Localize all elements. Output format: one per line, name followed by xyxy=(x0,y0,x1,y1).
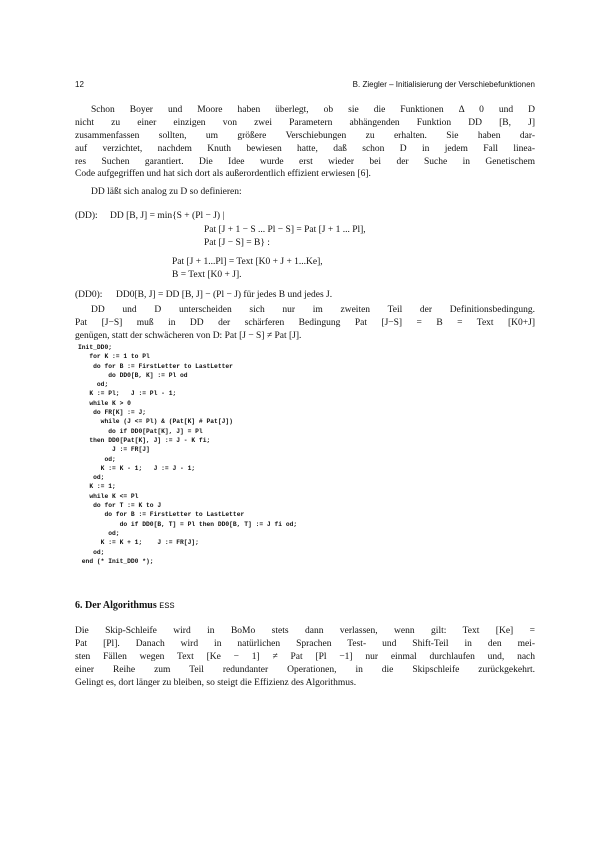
code-line: do if DD0[B, T] = Pl then DD0[B, T] := J fi od; xyxy=(78,520,298,528)
code-line: do for T := K to J xyxy=(78,502,162,510)
section-code-name: ESS xyxy=(159,601,175,611)
intro-line: Code aufgegriffen und hat sich dort als außerordentlich effizient erwiesen [6]. xyxy=(75,169,371,180)
code-line: do for B := FirstLetter to LastLetter xyxy=(78,511,245,519)
section-body-line: Pat [Pl]. Danach wird in natürlichen Sprachen Test- und Shift-Teil in den mei- xyxy=(75,638,535,649)
compare-line: Pat [J−S] muß in DD der schärferen Bedingung Pat [J−S] = B = Text [K0+J] xyxy=(75,317,535,328)
dd-definition-line: DD [B, J] = min{S + (Pl − J) | xyxy=(110,211,225,221)
code-line: K := Pl; J := Pl - 1; xyxy=(78,390,177,398)
code-line: J := FR[J] xyxy=(78,446,150,454)
section-body-line: Die Skip-Schleife wird in BoMo stets dann verlassen, wenn gilt: Text [Ke] = xyxy=(75,626,535,636)
intro-line: auf verzichtet, nachdem Knuth bewiesen hatte, daß schon D in jedem Fall linea- xyxy=(75,143,535,154)
code-line: while (J <= Pl) & (Pat[K] # Pat[J]) xyxy=(78,418,233,426)
code-line: do for B := FirstLetter to LastLetter xyxy=(78,362,233,370)
dd0-definition-label: (DD0): xyxy=(75,290,103,300)
code-line: od; xyxy=(78,474,105,482)
code-line: K := K + 1; J := FR[J]; xyxy=(78,539,199,547)
code-line: while K <= Pl xyxy=(78,492,139,500)
compare-paragraph xyxy=(75,304,535,343)
code-line: then DD0[Pat[K], J] := J - K fi; xyxy=(78,436,211,444)
intro-line: res Suchen garantiert. Die Idee wurde erst wieder bei der Suche in Genetischem xyxy=(75,156,535,167)
code-line: end (* Init_DD0 *); xyxy=(78,557,154,565)
compare-line: genügen, statt der schwächeren von D: Pat [J − S] ≠ Pat [J]. xyxy=(75,330,302,341)
dd-definition-line: Pat [J + 1 − S ... Pl − S] = Pat [J + 1 ... Pl], xyxy=(204,225,366,235)
dd-definition-line: B = Text [K0 + J]. xyxy=(172,270,242,280)
code-line: while K > 0 xyxy=(78,399,131,407)
code-line: for K := 1 to Pl xyxy=(78,353,150,361)
section-title: Der Algorithmus xyxy=(85,600,157,611)
dd-definition-label: (DD): xyxy=(75,211,98,221)
code-line: do DD0[B, K] := Pl od xyxy=(78,371,188,379)
dd-definition-line: Pat [J + 1...Pl] = Text [K0 + J + 1...Ke], xyxy=(172,257,323,267)
section-body-paragraph xyxy=(75,625,535,689)
section-body-line: sten Fällen wegen Text [Ke − 1] ≠ Pat [Pl −1] nur einmal durchlaufen und, nach xyxy=(75,651,535,662)
intro-line: Schon Boyer und Moore haben überlegt, ob sie die Funktionen Δ 0 und D xyxy=(91,105,535,115)
running-header xyxy=(75,80,535,92)
code-line: K := K - 1; J := J - 1; xyxy=(78,464,196,472)
running-title: B. Ziegler – Initialisierung der Verschiebefunktionen xyxy=(352,80,535,89)
section-number: 6. xyxy=(75,600,83,611)
code-line: od; xyxy=(78,381,109,389)
page-number: 12 xyxy=(75,80,84,89)
dd-intro-line: DD läßt sich analog zu D so definieren: xyxy=(91,187,242,197)
dd0-definition-text: DD0[B, J] = DD [B, J] − (Pl − J) für jedes B und jedes J. xyxy=(116,290,333,300)
code-line: K := 1; xyxy=(78,483,116,491)
code-listing xyxy=(78,343,538,566)
code-line: do if DD0[Pat[K], J] = Pl xyxy=(78,427,203,435)
dd-definition-line: Pat [J − S] = B} : xyxy=(204,238,270,248)
code-line: od; xyxy=(78,529,120,537)
code-line: od; xyxy=(78,455,116,463)
code-line: od; xyxy=(78,548,105,556)
compare-line: DD und D unterscheiden sich nur im zweiten Teil der Definitionsbedingung. xyxy=(91,305,535,315)
code-line: Init_DD0; xyxy=(78,344,113,351)
intro-line: zusammenfassen sollten, um größere Verschiebungen zu erhalten. Sie haben dar- xyxy=(75,130,535,141)
section-body-line: einer Reihe zum Teil redundanter Operationen, in die Skipschleife zurückgekehrt. xyxy=(75,664,535,675)
intro-line: nicht zu einer einzigen von zwei Parametern abhängenden Funktion DD [B, J] xyxy=(75,117,535,128)
section-heading xyxy=(75,600,175,611)
dd-intro-paragraph xyxy=(75,186,535,199)
code-line: do FR[K] := J; xyxy=(78,409,147,417)
intro-paragraph xyxy=(75,104,535,181)
section-body-line: Gelingt es, dort länger zu bleiben, so steigt die Effizienz des Algorithmus. xyxy=(75,677,357,688)
